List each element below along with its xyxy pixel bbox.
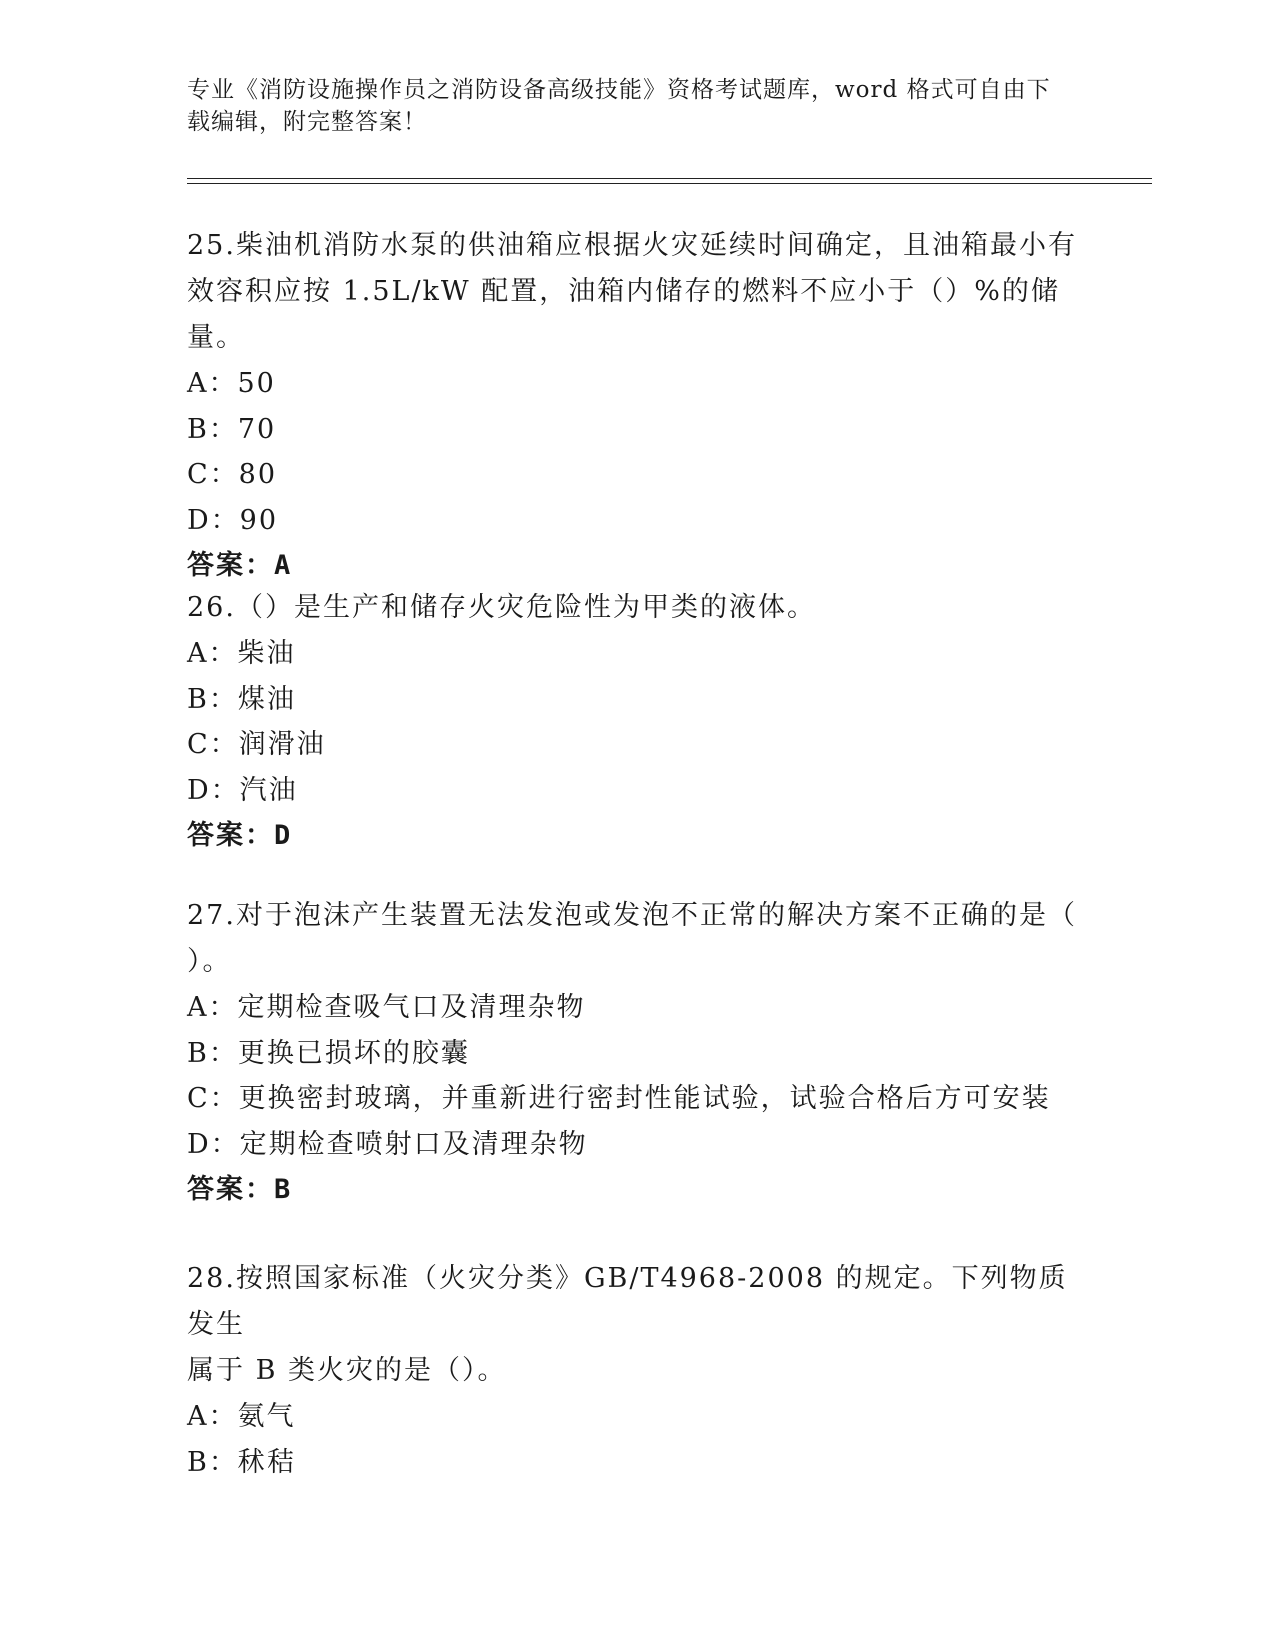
header-line-2: 载编辑，附完整答案！	[187, 109, 427, 135]
option-b: B：煤油	[187, 683, 296, 715]
document-header	[187, 74, 1067, 138]
option-c: C：润滑油	[187, 729, 326, 760]
option-a: A：定期检查吸气口及清理杂物	[187, 992, 586, 1023]
option-d: D：90	[187, 504, 279, 536]
question-27	[187, 893, 1087, 1213]
question-25	[187, 223, 1087, 589]
option-a: A：50	[187, 368, 276, 399]
question-26	[187, 585, 1087, 859]
option-d: D：汽油	[187, 774, 298, 806]
option-b: B：更换已损坏的胶囊	[187, 1037, 470, 1069]
option-d: D：定期检查喷射口及清理杂物	[187, 1128, 588, 1160]
option-a: A：柴油	[187, 638, 296, 669]
option-a: A：氨气	[187, 1401, 296, 1432]
option-b: B：秫秸	[187, 1446, 296, 1478]
question-stem: 25.柴油机消防水泵的供油箱应根据火灾延续时间确定，且油箱最小有	[187, 230, 1077, 261]
question-stem: ）。	[187, 946, 232, 977]
question-stem: 28.按照国家标准（火灾分类》GB/T4968-2008 的规定。下列物质发生	[187, 1263, 1068, 1340]
question-stem: 26.（）是生产和储存火灾危险性为甲类的液体。	[187, 592, 816, 623]
header-line-1: 专业《消防设施操作员之消防设备高级技能》资格考试题库，word 格式可自由下	[187, 77, 1051, 103]
header-divider-top	[187, 178, 1152, 179]
answer: 答案：D	[187, 820, 293, 851]
question-stem: 27.对于泡沫产生装置无法发泡或发泡不正常的解决方案不正确的是（	[187, 900, 1077, 931]
question-stem: 属于 B 类火灾的是（）。	[187, 1355, 507, 1386]
answer: 答案：B	[187, 1174, 293, 1205]
question-stem: 效容积应按 1.5L/kW 配置，油箱内储存的燃料不应小于（）%的储量。	[187, 276, 1060, 353]
option-c: C：更换密封玻璃，并重新进行密封性能试验，试验合格后方可安装	[187, 1083, 1051, 1114]
answer: 答案：A	[187, 550, 293, 581]
option-c: C：80	[187, 459, 278, 490]
header-divider-bottom	[187, 183, 1152, 184]
option-b: B：70	[187, 413, 277, 445]
question-28	[187, 1256, 1087, 1485]
